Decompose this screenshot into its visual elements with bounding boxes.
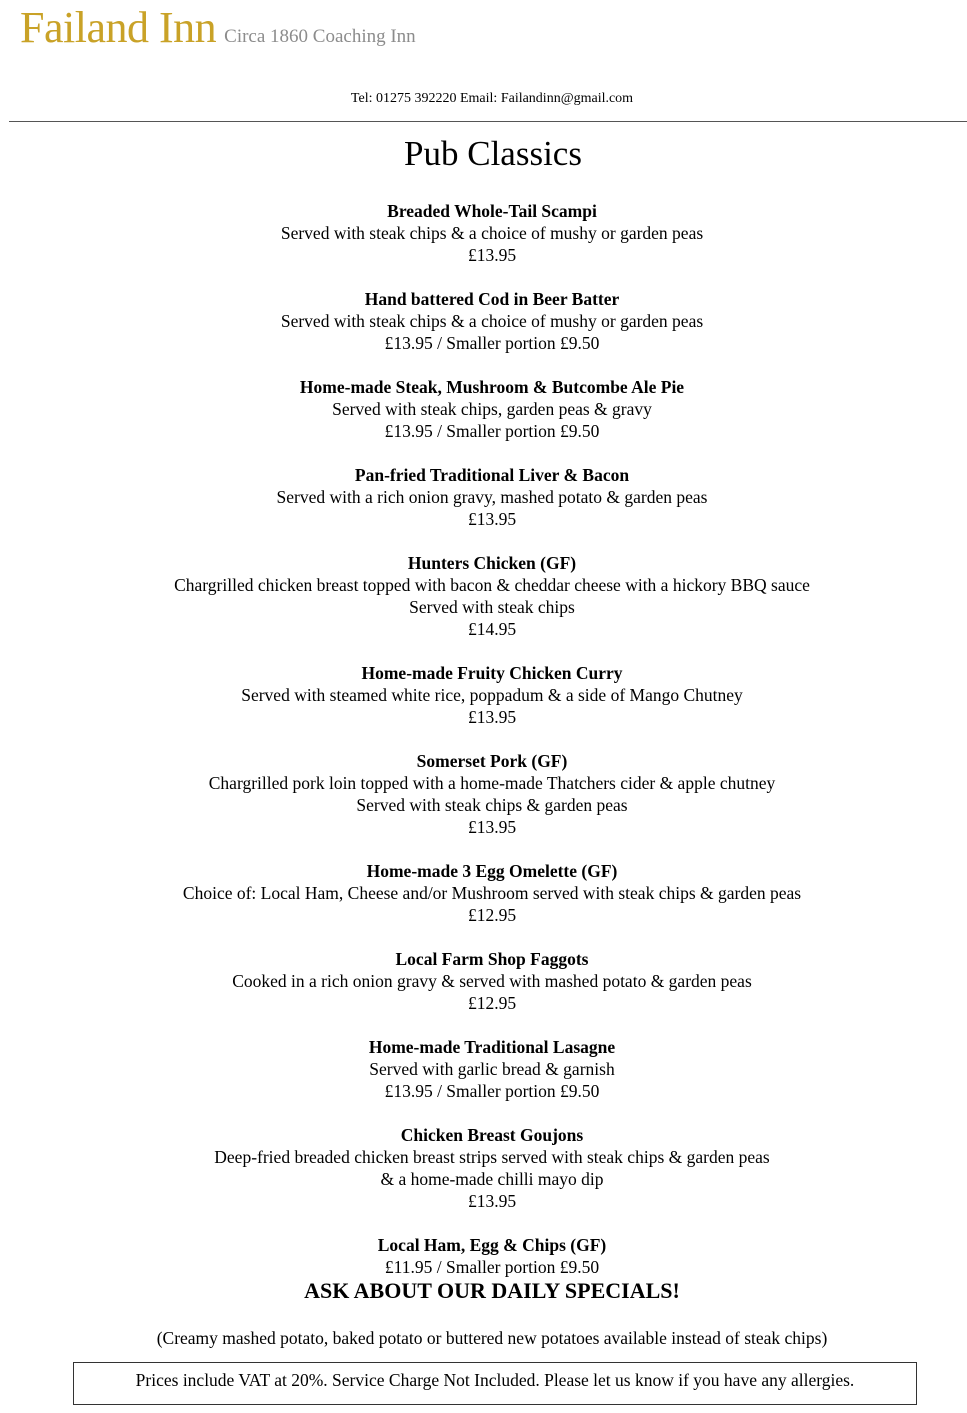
menu-item-description: Served with steak chips & a choice of mushy or garden peas bbox=[280, 223, 704, 243]
menu-item-description: Served with a rich onion gravy, mashed potato & garden peas bbox=[276, 487, 708, 507]
menu-item bbox=[0, 1036, 967, 1102]
menu-item-price: £13.95 bbox=[467, 817, 517, 837]
substitution-note: (Creamy mashed potato, baked potato or buttered new potatoes available instead of steak chips) bbox=[156, 1328, 828, 1348]
menu-item-price: £13.95 bbox=[467, 1191, 517, 1211]
menu-item-description: & a home-made chilli mayo dip bbox=[380, 1169, 604, 1189]
menu-item-description: Served with steak chips & garden peas bbox=[356, 795, 628, 815]
menu-item-name: Home-made Traditional Lasagne bbox=[368, 1037, 616, 1057]
menu-item bbox=[0, 288, 967, 354]
menu-item bbox=[0, 376, 967, 442]
menu-item-price: £13.95 bbox=[467, 509, 517, 529]
menu-list bbox=[0, 200, 967, 1278]
menu-item bbox=[0, 948, 967, 1014]
header bbox=[20, 0, 416, 60]
brand-tagline: Circa 1860 Coaching Inn bbox=[224, 26, 416, 47]
menu-item-description: Chargrilled pork loin topped with a home-made Thatchers cider & apple chutney bbox=[208, 773, 776, 793]
menu-item bbox=[0, 662, 967, 728]
header-divider bbox=[9, 121, 967, 122]
specials-banner: ASK ABOUT OUR DAILY SPECIALS! bbox=[304, 1278, 680, 1303]
menu-item bbox=[0, 464, 967, 530]
menu-item bbox=[0, 200, 967, 266]
menu-item bbox=[0, 1124, 967, 1212]
menu-item-price: £14.95 bbox=[467, 619, 517, 639]
menu-item-price: £13.95 / Smaller portion £9.50 bbox=[384, 1081, 600, 1101]
menu-item-description: Deep-fried breaded chicken breast strips served with steak chips & garden peas bbox=[214, 1147, 770, 1167]
brand-name: Failand Inn bbox=[20, 3, 217, 52]
menu-item bbox=[0, 750, 967, 838]
menu-item bbox=[0, 860, 967, 926]
menu-item-description: Served with steak chips, garden peas & gravy bbox=[332, 399, 652, 419]
menu-item-name: Pan-fried Traditional Liver & Bacon bbox=[354, 465, 630, 485]
page-title: Pub Classics bbox=[404, 134, 582, 173]
menu-item-name: Local Farm Shop Faggots bbox=[395, 949, 589, 969]
menu-item-price: £13.95 bbox=[467, 245, 517, 265]
menu-item-name: Home-made 3 Egg Omelette (GF) bbox=[366, 861, 618, 881]
menu-item-price: £13.95 bbox=[467, 707, 517, 727]
menu-item bbox=[0, 1234, 967, 1278]
menu-item-name: Chicken Breast Goujons bbox=[400, 1125, 584, 1145]
menu-item-price: £11.95 / Smaller portion £9.50 bbox=[384, 1257, 600, 1277]
menu-item-price: £12.95 bbox=[467, 993, 517, 1013]
menu-item-name: Hunters Chicken (GF) bbox=[407, 553, 577, 573]
menu-item-description: Chargrilled chicken breast topped with bacon & cheddar cheese with a hickory BBQ sauce bbox=[174, 575, 810, 595]
menu-item-name: Home-made Steak, Mushroom & Butcombe Ale Pie bbox=[299, 377, 685, 397]
menu-item-price: £13.95 / Smaller portion £9.50 bbox=[384, 421, 600, 441]
menu-item-description: Served with steak chips & a choice of mushy or garden peas bbox=[280, 311, 704, 331]
menu-item-name: Somerset Pork (GF) bbox=[416, 751, 568, 771]
menu-item-description: Choice of: Local Ham, Cheese and/or Mushroom served with steak chips & garden peas bbox=[182, 883, 802, 903]
menu-item-price: £12.95 bbox=[467, 905, 517, 925]
menu-item-description: Served with steak chips bbox=[409, 597, 575, 617]
menu-item-name: Hand battered Cod in Beer Batter bbox=[364, 289, 620, 309]
menu-item bbox=[0, 552, 967, 640]
contact-line: Tel: 01275 392220 Email: Failandinn@gmail.com bbox=[350, 91, 634, 106]
menu-item-description: Served with garlic bread & garnish bbox=[369, 1059, 615, 1079]
menu-item-description: Served with steamed white rice, poppadum & a side of Mango Chutney bbox=[241, 685, 743, 705]
menu-item-price: £13.95 / Smaller portion £9.50 bbox=[384, 333, 600, 353]
vat-notice: Prices include VAT at 20%. Service Charge Not Included. Please let us know if you have any allergies. bbox=[73, 1362, 917, 1405]
menu-item-name: Local Ham, Egg & Chips (GF) bbox=[377, 1235, 607, 1255]
menu-item-name: Breaded Whole-Tail Scampi bbox=[387, 201, 597, 221]
menu-item-name: Home-made Fruity Chicken Curry bbox=[361, 663, 623, 683]
menu-item-description: Cooked in a rich onion gravy & served with mashed potato & garden peas bbox=[232, 971, 752, 991]
